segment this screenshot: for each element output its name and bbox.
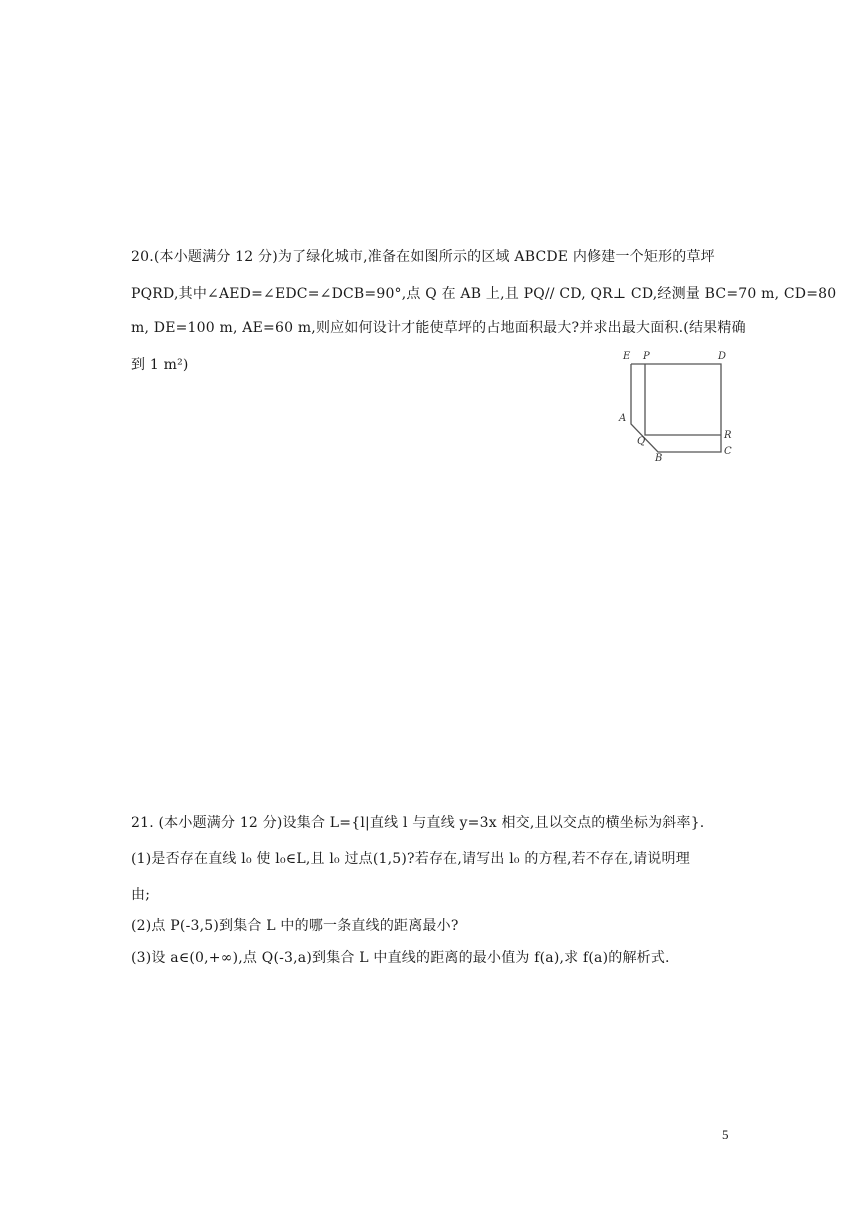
question-20-line-1: 20.(本小题满分 12 分)为了绿化城市,准备在如图所示的区域 ABCDE 内修建一个矩形的草坪 bbox=[131, 249, 715, 265]
question-20-line-2: PQRD,其中∠AED=∠EDC=∠DCB=90°,点 Q 在 AB 上,且 PQ// CD, QR⊥ CD,经测量 BC=70 m, CD=80 bbox=[131, 286, 837, 302]
lawn-diagram-figure bbox=[616, 346, 740, 462]
question-21-line-5: (3)设 a∈(0,+∞),点 Q(-3,a)到集合 L 中直线的距离的最小值为 f(a),求 f(a)的解析式. bbox=[131, 950, 670, 966]
label-e: E bbox=[623, 351, 631, 362]
question-21-line-1: 21. (本小题满分 12 分)设集合 L={l|直线 l 与直线 y=3x 相交,且以交点的横坐标为斜率}. bbox=[131, 815, 705, 831]
label-d: D bbox=[718, 351, 727, 362]
question-20-line-4: 到 1 m²) bbox=[131, 357, 189, 373]
label-r: R bbox=[724, 430, 732, 441]
question-21-line-3: 由; bbox=[131, 887, 151, 903]
question-21-line-4: (2)点 P(-3,5)到集合 L 中的哪一条直线的距离最小? bbox=[131, 918, 459, 934]
question-20-line-3: m, DE=100 m, AE=60 m,则应如何设计才能使草坪的占地面积最大?并求出最大面积.(结果精确 bbox=[131, 320, 746, 336]
label-a: A bbox=[619, 413, 627, 424]
label-c: C bbox=[724, 446, 732, 457]
label-b: B bbox=[655, 453, 663, 462]
page-number: 5 bbox=[722, 1127, 729, 1142]
question-21-line-2: (1)是否存在直线 l₀ 使 l₀∈L,且 l₀ 过点(1,5)?若存在,请写出 l₀ 的方程,若不存在,请说明理 bbox=[131, 851, 690, 867]
label-p: P bbox=[643, 351, 650, 362]
label-q: Q bbox=[637, 436, 646, 447]
rectangle-pqrd bbox=[645, 364, 721, 435]
